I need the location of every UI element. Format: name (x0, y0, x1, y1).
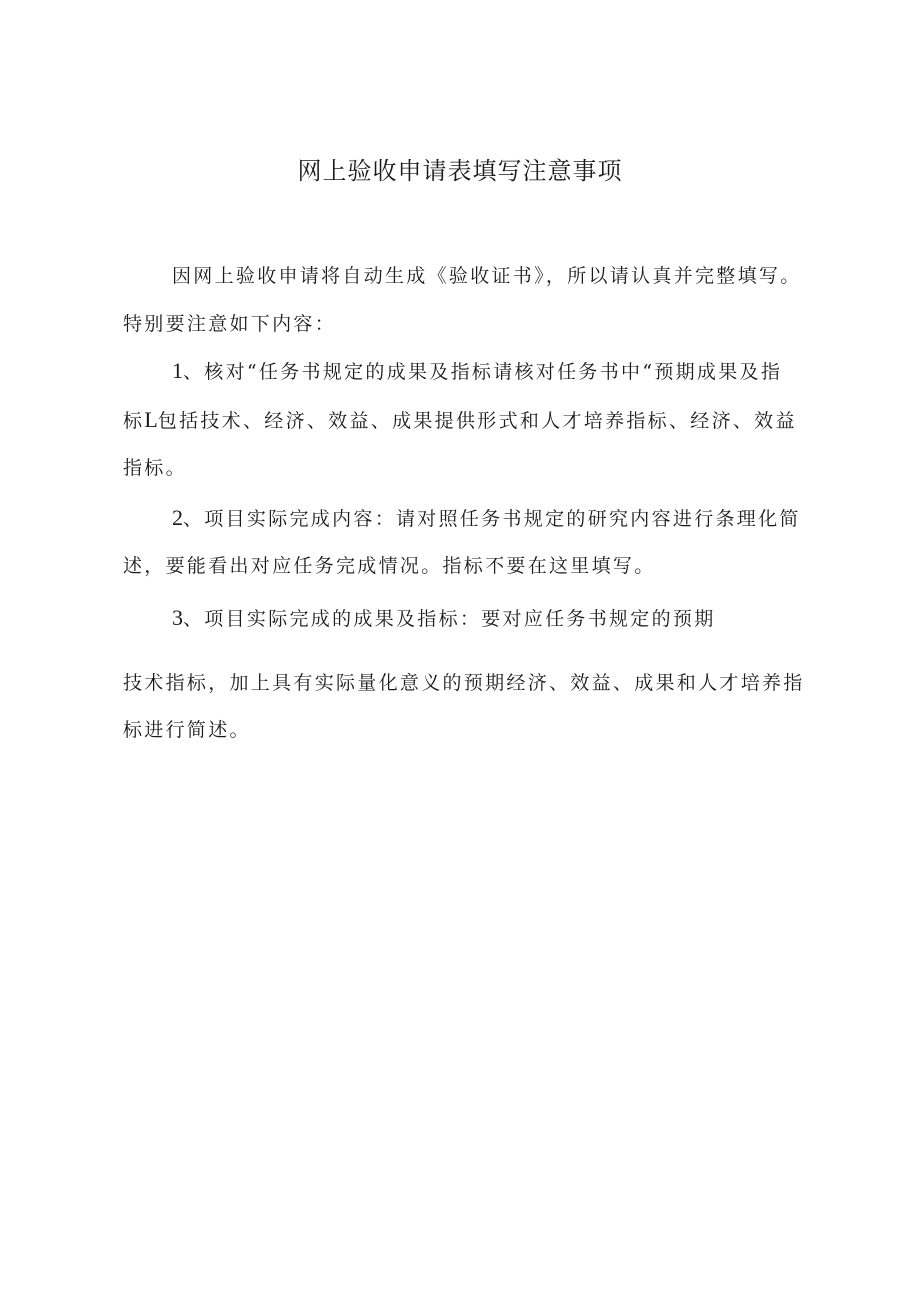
item-1-line-3: 指标。 (123, 457, 187, 479)
item-3-line-3: 标进行简述。 (123, 719, 251, 741)
item-3-text: 、项目实际完成的成果及指标：要对应任务书规定的预期 (183, 608, 716, 630)
item-3-line-2: 技术指标，加上具有实际量化意义的预期经济、效益、成果和人才培养指 (123, 672, 805, 694)
intro-line-1: 因网上验收申请将自动生成《验收证书》，所以请认真并完整填写。 (172, 265, 802, 287)
document-title: 网上验收申请表填写注意事项 (297, 157, 623, 185)
item-1-line-2 (123, 406, 797, 435)
item-2-line-1 (172, 504, 801, 533)
item-3-number: 3 (172, 605, 183, 630)
item-2-line-2: 述，要能看出对应任务完成情况。指标不要在这里填写。 (123, 555, 656, 577)
item-1-line-2-rest: 包括技术、经济、效益、成果提供形式和人才培养指标、经济、效益 (157, 410, 797, 432)
item-1-line-2-prefix: 标 (123, 410, 145, 432)
item-1-number: 1 (172, 358, 183, 383)
item-1-line-1 (172, 357, 782, 386)
intro-line-2: 特别要注意如下内容： (123, 313, 337, 335)
item-1-text: 、核对“任务书规定的成果及指标请核对任务书中“预期成果及指 (183, 361, 783, 383)
item-2-text: 、项目实际完成内容：请对照任务书规定的研究内容进行条理化简 (183, 508, 801, 530)
item-2-number: 2 (172, 505, 183, 530)
item-3-line-1 (172, 604, 716, 633)
item-1-letter: L (144, 407, 158, 432)
